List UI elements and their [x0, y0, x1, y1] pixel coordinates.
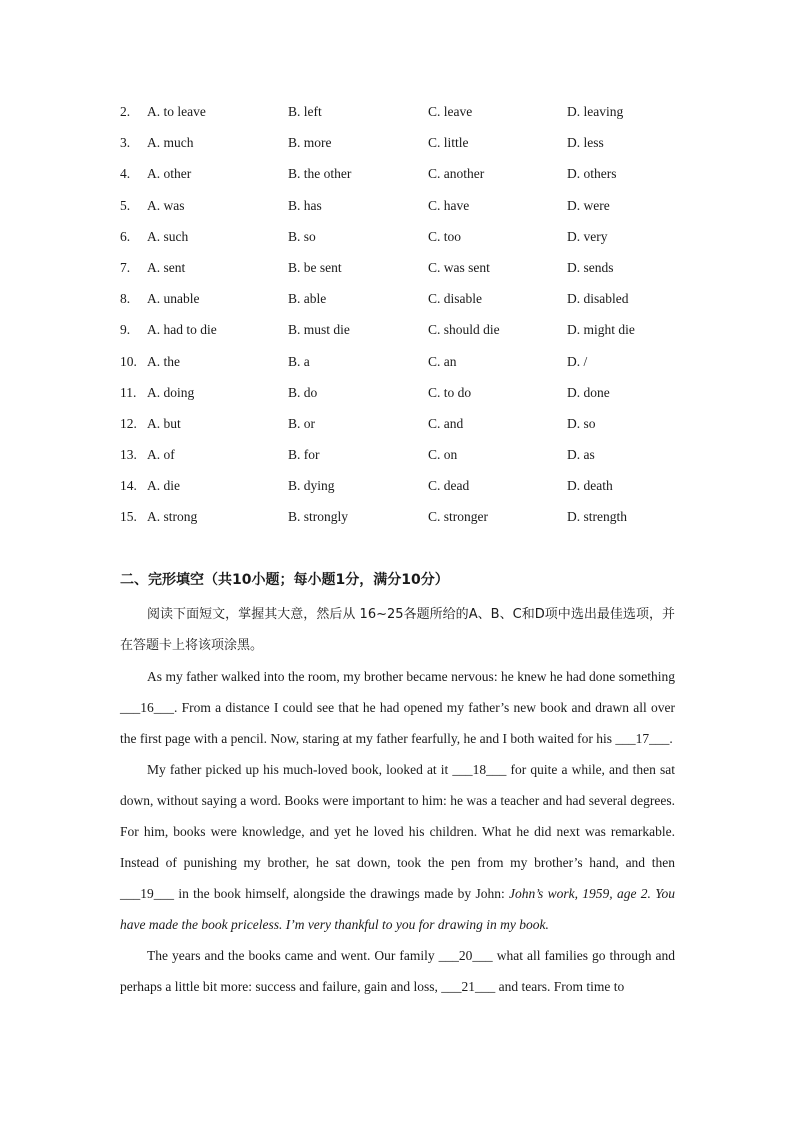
- passage-paragraph-2: [120, 754, 675, 940]
- option-d: D. disabled: [567, 291, 629, 307]
- option-b: B. has: [288, 197, 322, 213]
- option-c: C. too: [428, 228, 462, 244]
- option-d: D. strength: [567, 509, 627, 525]
- option-row: [0, 100, 794, 131]
- option-c: C. on: [428, 447, 458, 463]
- option-row: [0, 287, 794, 318]
- option-a: A. the: [147, 353, 180, 369]
- option-b: B. do: [288, 384, 318, 400]
- option-c: C. have: [428, 197, 470, 213]
- instructions: 阅读下面短文，掌握其大意，然后从 16~25各题所给的A、B、C和D项中选出最佳选项，并在答题卡上将该项涂黑。: [120, 607, 675, 653]
- option-b: B. the other: [288, 166, 352, 182]
- option-d: D. as: [567, 447, 595, 463]
- option-row: [0, 443, 794, 474]
- option-c: C. should die: [428, 322, 500, 338]
- option-row: [0, 194, 794, 225]
- option-a: A. but: [147, 415, 181, 431]
- option-b: B. more: [288, 135, 332, 151]
- question-number: 5.: [120, 197, 131, 213]
- option-c: C. another: [428, 166, 485, 182]
- option-c: C. an: [428, 353, 457, 369]
- option-c: C. to do: [428, 384, 472, 400]
- question-number: 15.: [120, 509, 137, 525]
- option-d: D. others: [567, 166, 617, 182]
- option-row: [0, 350, 794, 381]
- option-a: A. was: [147, 197, 185, 213]
- option-c: C. disable: [428, 291, 482, 307]
- option-d: D. done: [567, 384, 610, 400]
- question-number: 13.: [120, 447, 137, 463]
- question-number: 4.: [120, 166, 131, 182]
- option-d: D. less: [567, 135, 604, 151]
- options-list: [0, 100, 794, 537]
- option-row: [0, 225, 794, 256]
- option-row: [0, 474, 794, 505]
- question-number: 8.: [120, 291, 131, 307]
- option-b: B. be sent: [288, 259, 342, 275]
- option-c: C. was sent: [428, 259, 490, 275]
- passage-paragraph-1: As my father walked into the room, my brother became nervous: he knew he had done something ___16___. From a distance I could see that he had opened my father’s new book and drawn all over the first page with a pencil. Now, staring at my father fearfully, he and I both waited for his ___17___.: [120, 669, 675, 746]
- option-d: D. might die: [567, 322, 635, 338]
- option-d: D. sends: [567, 259, 614, 275]
- option-a: A. strong: [147, 509, 198, 525]
- option-d: D. leaving: [567, 104, 624, 119]
- option-b: B. for: [288, 447, 320, 463]
- option-b: B. dying: [288, 478, 335, 494]
- option-d: D. death: [567, 478, 613, 494]
- option-row: [0, 131, 794, 162]
- option-c: C. and: [428, 415, 464, 431]
- question-number: 6.: [120, 228, 131, 244]
- option-d: D. so: [567, 415, 596, 431]
- option-b: B. or: [288, 415, 315, 431]
- cloze-passage: [120, 599, 675, 1002]
- option-a: A. of: [147, 447, 175, 463]
- option-b: B. left: [288, 104, 322, 119]
- option-row: [0, 318, 794, 349]
- option-a: A. die: [147, 478, 180, 494]
- question-number: 9.: [120, 322, 131, 338]
- paragraph-2-text: My father picked up his much-loved book, looked at it ___18___ for quite a while, and then sat down, without saying a word. Books were important to him: he was a teacher and had several degrees. For him, books were knowledge, and yet he loved his children. What he did next was remarkable. Instead of punishing my brother, he sat down, took the pen from my brother’s hand, and then ___19___ in the book himself, alongside the drawings made by John:: [120, 762, 675, 901]
- question-number: 2.: [120, 104, 131, 119]
- option-c: C. stronger: [428, 509, 488, 525]
- question-number: 3.: [120, 135, 131, 151]
- option-row: [0, 381, 794, 412]
- option-a: A. to leave: [147, 104, 206, 119]
- passage-paragraph-3: The years and the books came and went. Our family ___20___ what all families go through and perhaps a little bit more: success and failure, gain and loss, ___21___ and tears. From time to: [120, 948, 675, 994]
- paragraph-2-quote: John’s work, 1959, age 2. You have made the book priceless. I’m very thankful to you for drawing in my book.: [120, 886, 676, 932]
- option-row: [0, 505, 794, 536]
- option-row: [0, 256, 794, 287]
- option-d: D. /: [567, 353, 588, 369]
- option-a: A. unable: [147, 291, 200, 307]
- option-row: [0, 162, 794, 193]
- option-c: C. little: [428, 135, 469, 151]
- question-number: 11.: [120, 384, 137, 400]
- option-d: D. very: [567, 228, 608, 244]
- option-c: C. dead: [428, 478, 470, 494]
- option-a: A. much: [147, 135, 194, 151]
- section-heading: 二、完形填空（共10小题；每小题1分，满分10分）: [120, 572, 449, 588]
- option-c: C. leave: [428, 104, 473, 119]
- option-b: B. strongly: [288, 509, 349, 525]
- option-b: B. able: [288, 291, 327, 307]
- question-number: 10.: [120, 353, 137, 369]
- option-b: B. so: [288, 228, 316, 244]
- option-b: B. must die: [288, 322, 350, 338]
- question-number: 7.: [120, 259, 131, 275]
- option-b: B. a: [288, 353, 310, 369]
- question-number: 14.: [120, 478, 137, 494]
- option-a: A. such: [147, 228, 189, 244]
- option-d: D. were: [567, 197, 610, 213]
- option-row: [0, 412, 794, 443]
- question-number: 12.: [120, 415, 137, 431]
- option-a: A. doing: [147, 384, 195, 400]
- option-a: A. sent: [147, 259, 186, 275]
- option-a: A. other: [147, 166, 192, 182]
- option-a: A. had to die: [147, 322, 217, 338]
